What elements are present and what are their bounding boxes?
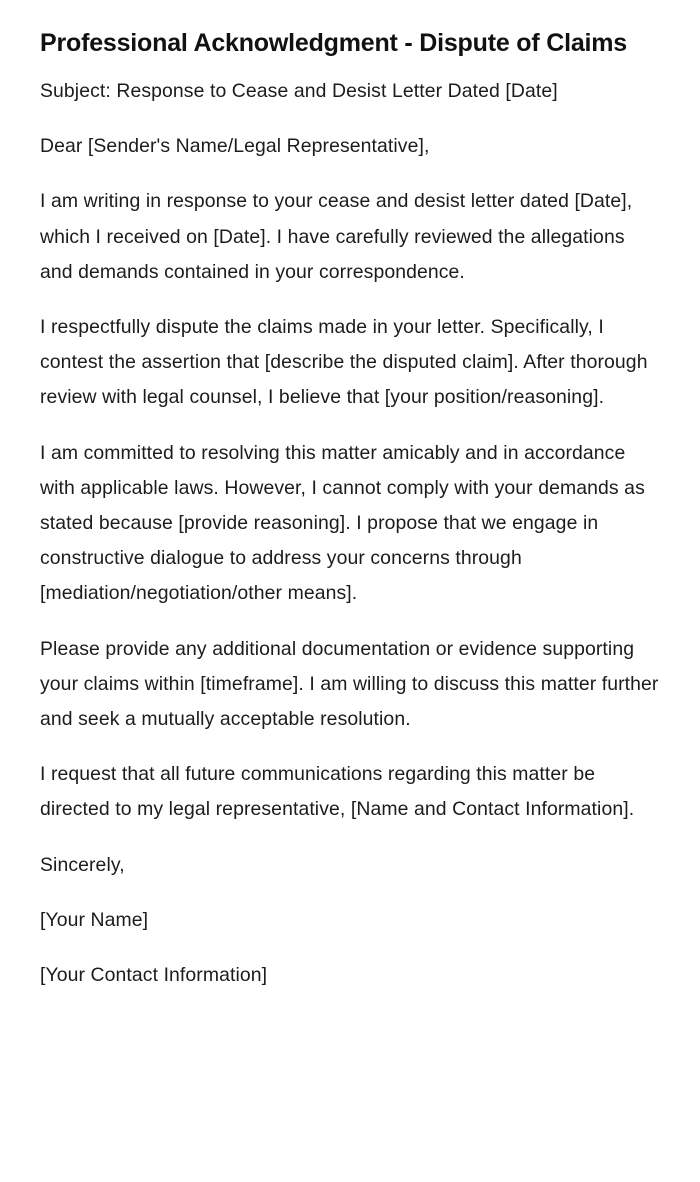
body-paragraph-resolution: I am committed to resolving this matter amicably and in accordance with applicable laws. However, I cannot comply with your demands as stated because [provide reasoning]. I propose that we engage in constructive dialogue to address your concerns through [mediation/negotiation/other means]. (40, 441, 645, 605)
closing: Sincerely, (40, 853, 125, 876)
body-paragraph-communications: I request that all future communications regarding this matter be directed to my legal representative, [Name and Contact Information]. (40, 763, 635, 821)
signature-name: [Your Name] (40, 908, 149, 931)
body-paragraph-documentation: Please provide any additional documentation or evidence supporting your claims within [timeframe]. I am willing to discuss this matter further and seek a mutually acceptable resolution. (40, 637, 659, 731)
signature-contact: [Your Contact Information] (40, 964, 268, 987)
subject-line: Subject: Response to Cease and Desist Letter Dated [Date] (40, 80, 558, 102)
document-title: Professional Acknowledgment - Dispute of Claims (40, 29, 627, 57)
body-paragraph-intro: I am writing in response to your cease and desist letter dated [Date], which I received on [Date]. I have carefully reviewed the allegations and demands contained in your correspondence. (40, 190, 633, 283)
body-paragraph-dispute: I respectfully dispute the claims made in your letter. Specifically, I contest the assertion that [describe the disputed claim]. After thorough review with legal counsel, I believe that [your position/reasoning]. (40, 316, 648, 409)
salutation: Dear [Sender's Name/Legal Representative], (40, 135, 430, 158)
